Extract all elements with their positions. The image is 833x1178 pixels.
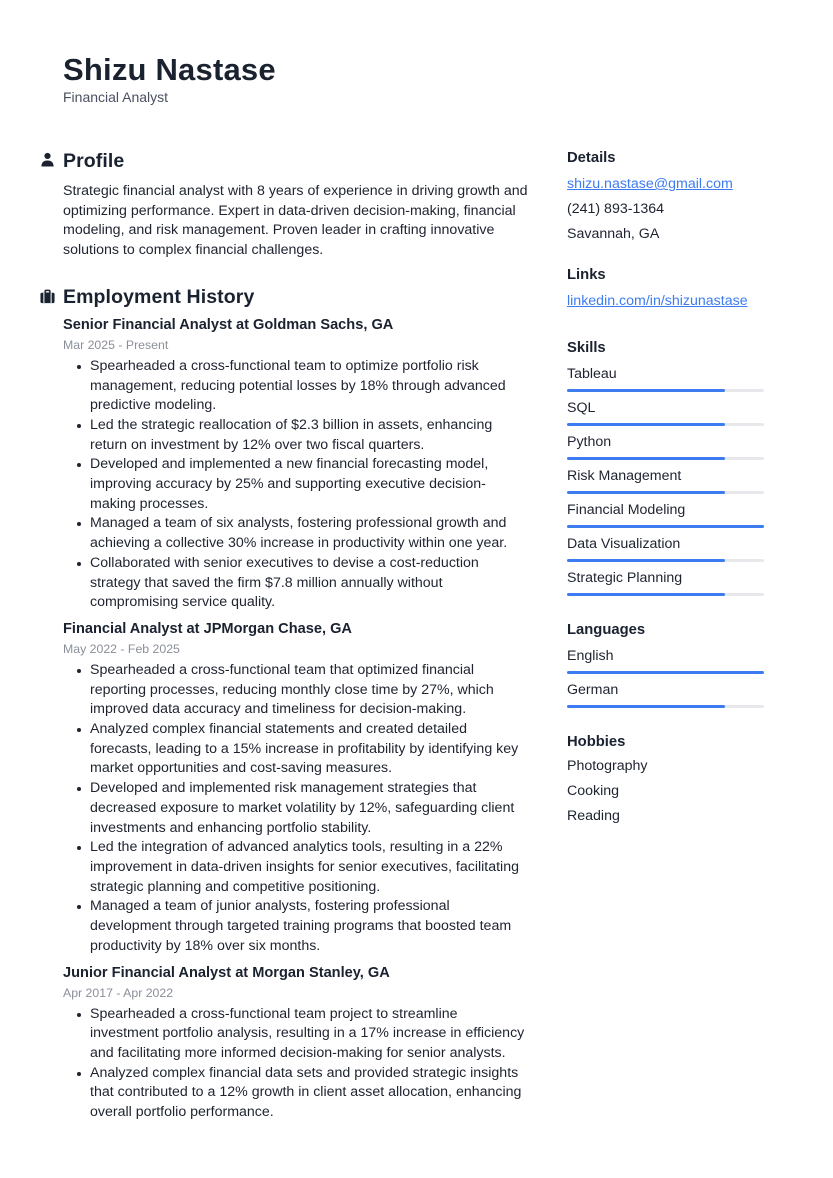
job-bullet: Analyzed complex financial data sets and provided strategic insights that contributed to a 12% growth in client asset allocation, enhancing overall portfolio performance. [63,1064,530,1123]
job-title: Junior Financial Analyst at Morgan Stanley, GA [63,964,390,981]
job-bullet: Developed and implemented a new financial forecasting model, improving accuracy by 25% and supporting executive decision-making processes. [63,455,530,514]
skill-name: Data Visualization [567,536,681,552]
links-heading: Links [567,267,606,283]
hobby-item: Photography [567,758,648,774]
level-bar-track [567,457,764,460]
employment-heading [40,285,530,311]
link-row [567,289,764,314]
details-heading: Details [567,150,616,166]
job-entry [63,619,530,957]
job-bullet: Managed a team of junior analysts, fostering professional development through targeted training programs that boosted team productivity by 18% over six months. [63,897,530,956]
skill-name: Financial Modeling [567,502,686,518]
skill-name: SQL [567,400,596,416]
employment-section [40,285,530,1123]
languages-heading: Languages [567,622,646,638]
level-bar-fill [567,423,725,426]
job-bullet: Collaborated with senior executives to devise a cost-reduction strategy that saved the firm $7.8 million annually without compromising service quality. [63,554,530,613]
skill-name: Strategic Planning [567,570,683,586]
details-section [567,148,764,247]
level-bar-fill [567,671,764,674]
job-bullet: Analyzed complex financial statements and created detailed forecasts, leading to a 15% increase in profitability by identifying key market opportunities and cost-saving measures. [63,720,530,779]
profile-heading [40,148,530,174]
level-bar-fill [567,705,725,708]
briefcase-icon [40,289,55,304]
skills-heading: Skills [567,340,606,356]
level-bar-track [567,705,764,708]
hobbies-list [567,754,764,829]
level-bar-track [567,559,764,562]
level-bar-track [567,423,764,426]
job-list [40,315,530,1123]
linkedin-link[interactable]: linkedin.com/in/shizunastase [567,293,748,309]
profile-title: Profile [63,149,125,172]
phone: (241) 893-1364 [567,201,665,217]
job-bullet: Spearheaded a cross-functional team to optimize portfolio risk management, reducing potential losses by 18% through advanced predictive modeling. [63,357,530,416]
job-dates: Mar 2025 - Present [63,337,169,352]
languages-section [567,620,764,708]
main-column [40,148,530,1123]
level-bar-fill [567,491,725,494]
skill-item [567,568,764,596]
candidate-name: Shizu Nastase [63,52,276,87]
level-bar-track [567,389,764,392]
level-bar-fill [567,559,725,562]
user-icon [40,152,55,167]
hobbies-heading: Hobbies [567,734,626,750]
job-bullet: Spearheaded a cross-functional team project to streamline investment portfolio analysis, resulting in a 17% increase in efficiency and facilitating more informed decision-making for senior analysts. [63,1005,530,1064]
skill-item [567,466,764,494]
languages-list [567,646,764,708]
candidate-title: Financial Analyst [63,89,169,105]
job-bullet: Managed a team of six analysts, fostering professional growth and achieving a collective 30% increase in productivity within one year. [63,514,530,553]
email-link[interactable]: shizu.nastase@gmail.com [567,176,733,192]
skill-item [567,534,764,562]
level-bar-track [567,491,764,494]
job-bullet: Led the strategic reallocation of $2.3 billion in assets, enhancing return on investment by 12% over two fiscal quarters. [63,416,530,455]
level-bar-fill [567,457,725,460]
language-name: English [567,648,614,664]
hobby-item: Cooking [567,783,620,799]
skill-name: Python [567,434,612,450]
job-bullet: Led the integration of advanced analytics tools, resulting in a 22% improvement in data-driven insights for senior executives, facilitating strategic planning and competitive positioning. [63,838,530,897]
resume-header [63,52,276,105]
job-dates: May 2022 - Feb 2025 [63,641,180,656]
skills-section [567,338,764,596]
job-dates: Apr 2017 - Apr 2022 [63,985,174,1000]
skill-item [567,500,764,528]
job-bullets [63,661,530,957]
job-bullet: Spearheaded a cross-functional team that optimized financial reporting processes, reducing monthly close time by 27%, which improved data accuracy and timeliness for decision-making. [63,661,530,720]
job-title: Senior Financial Analyst at Goldman Sachs, GA [63,316,394,333]
language-name: German [567,682,619,698]
level-bar-track [567,671,764,674]
hobbies-section [567,732,764,829]
location: Savannah, GA [567,226,660,242]
skill-item [567,398,764,426]
skill-name: Risk Management [567,468,682,484]
level-bar-fill [567,389,725,392]
email-row [567,172,764,197]
job-bullet: Developed and implemented risk management strategies that decreased exposure to market volatility by 12%, safeguarding client investments and enhancing portfolio stability. [63,779,530,838]
sidebar [567,148,764,847]
skill-name: Tableau [567,366,617,382]
level-bar-fill [567,593,725,596]
profile-summary: Strategic financial analyst with 8 years of experience in driving growth and optimizing performance. Expert in data-driven decision-making, financial modeling, and risk management. Proven leader in crafting innovative solutions to complex financial challenges. [63,183,528,259]
job-entry [63,963,530,1123]
job-title: Financial Analyst at JPMorgan Chase, GA [63,620,352,637]
skills-list [567,364,764,596]
level-bar-fill [567,525,764,528]
job-bullets [63,1005,530,1123]
skill-item [567,432,764,460]
job-bullets [63,357,530,613]
profile-section [40,148,530,261]
job-entry [63,315,530,613]
language-item [567,646,764,674]
level-bar-track [567,593,764,596]
level-bar-track [567,525,764,528]
language-item [567,680,764,708]
links-section [567,265,764,314]
employment-title: Employment History [63,286,255,309]
hobby-item: Reading [567,808,620,824]
skill-item [567,364,764,392]
